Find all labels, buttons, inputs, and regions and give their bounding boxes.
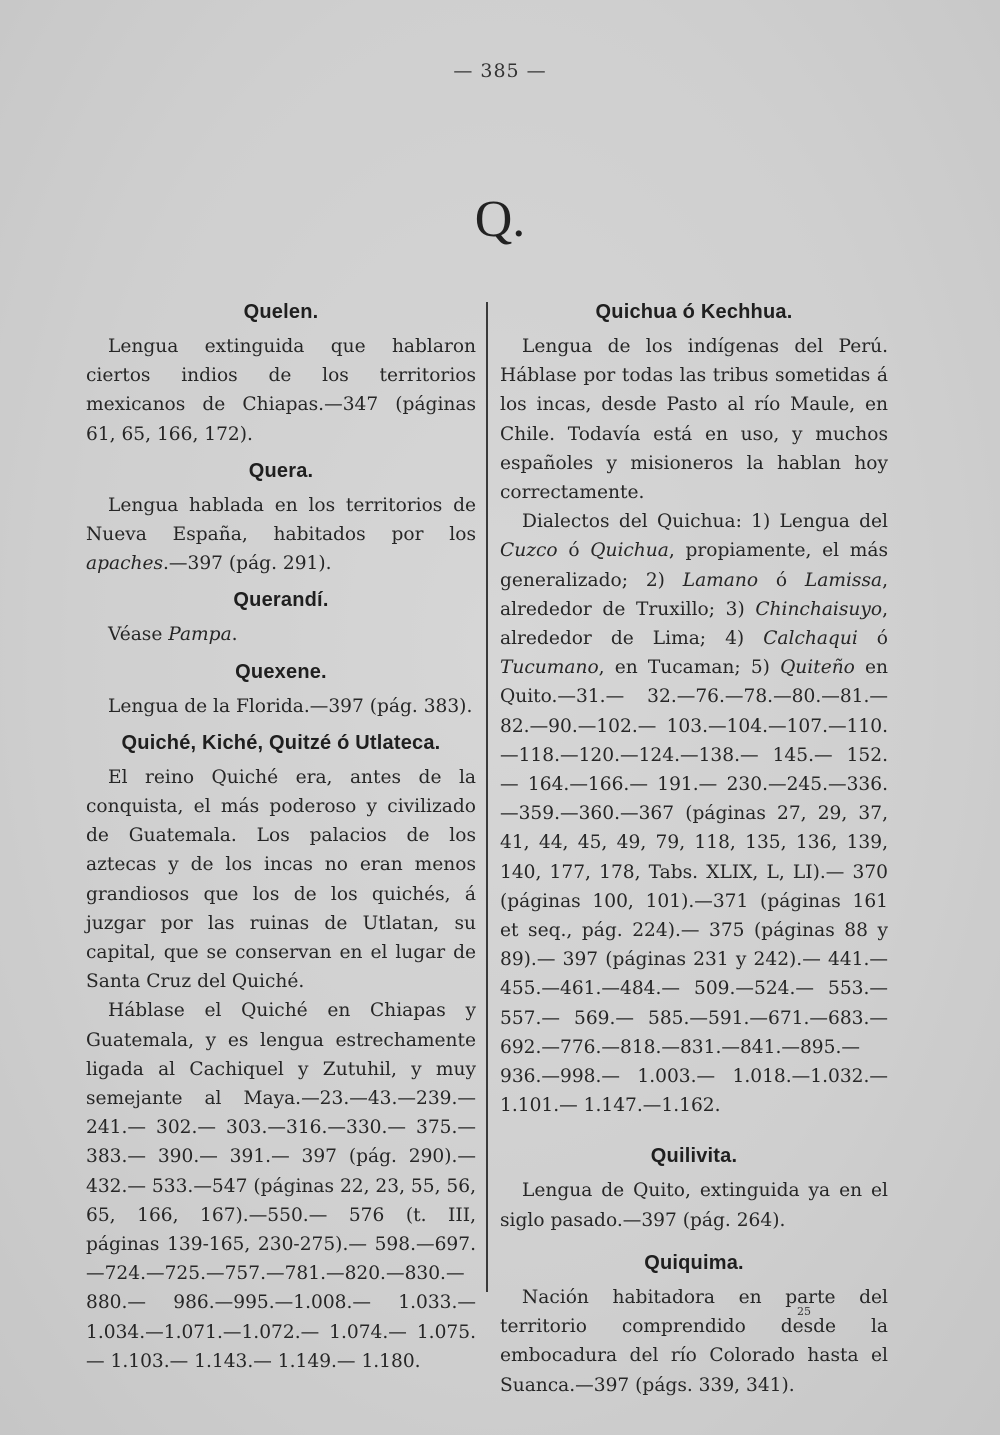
italic-term: Pampa: [168, 624, 232, 646]
italic-term: Cuzco: [500, 540, 558, 562]
italic-term: Chinchaisuyo: [755, 598, 883, 620]
entry-title: Quelen.: [243, 301, 319, 323]
entry-text: El reino Quiché era, antes de la conquista, el más poderoso y civilizado de Guatemala. Los palacios de los aztecas y de los incas no eran menos grandiosos que los de los quichés, á juzgar por las ruinas de Utlatan, su capital, que se conservan en el lugar de Santa Cruz del Quiché.: [86, 766, 476, 993]
entry-title: Querandí.: [233, 589, 329, 612]
page-number: — 385 —: [453, 60, 547, 82]
section-letter: Q.: [474, 191, 526, 248]
entry-quexene: [86, 658, 476, 721]
entry-text: Lengua de Quito, extinguida ya en el siglo pasado.—397 (pág. 264).: [500, 1180, 888, 1231]
italic-term: Lamissa: [804, 569, 883, 591]
entry-title: Quichua ó Kechhua.: [595, 301, 793, 323]
entry-querandi: [86, 586, 476, 649]
entry-quiche: [86, 729, 476, 1376]
entry-quiquima: [500, 1249, 888, 1400]
italic-term: Quiteño: [780, 657, 855, 679]
italic-term: Tucumano: [500, 657, 599, 679]
entry-quera: [86, 457, 476, 579]
entry-text: Lengua de la Florida.—397 (pág. 383).: [108, 695, 473, 717]
entry-text: Lengua de los indígenas del Perú. Háblase por todas las tribus sometidas á los incas, desde Pasto al río Maule, en Chile. Todavía está en uso, y muchos españoles y misioneros la hablan hoy correctamente.: [500, 336, 888, 504]
signature-mark: 25: [797, 1305, 811, 1318]
italic-term: Lamano: [682, 569, 759, 591]
entry-title: Quilivita.: [650, 1145, 738, 1168]
column-divider: [486, 302, 488, 1292]
entry-text: Véase Pampa.: [108, 624, 238, 646]
entry-text: Háblase el Quiché en Chiapas y Guatemala, y es lengua estrechamente ligada al Cachiquel y Zutuhil, y muy semejante al Maya.—23.—43.—239.—241.— 302.— 303.—316.—330.— 375.— 383.— 390.— 391.— 397 (pág. 290).—432.— 533.—547 (páginas 22, 23, 55, 56, 65, 166, 167).—550.— 576 (t. III, páginas 139-165, 230-275).— 598.—697.—724.—725.—757.—781.—820.—830.—880.— 986.—995.—1.008.— 1.033.—1.034.—1.071.—1.072.— 1.074.— 1.075.— 1.103.— 1.143.— 1.149.— 1.180.: [86, 1000, 476, 1372]
entry-quichua: [500, 298, 888, 1120]
entry-text: Lengua extinguida que hablaron ciertos indios de los territorios mexicanos de Chiapas.—347 (páginas 61, 65, 166, 172).: [86, 336, 476, 445]
entry-quilivita: [500, 1142, 888, 1234]
entry-text: Nación habitadora en parte del territorio comprendido desde la embocadura del río Colorado hasta el Suanca.—397 (págs. 339, 341).: [500, 1286, 888, 1396]
italic-term: Quichua: [590, 540, 669, 562]
entry-quelen: [86, 298, 476, 449]
entry-title: Quexene.: [235, 660, 327, 683]
entry-text: Lengua hablada en los territorios de Nueva España, habitados por los apaches.—397 (pág. 291).: [86, 494, 476, 575]
entry-title: Quera.: [248, 459, 314, 482]
entry-text: Dialectos del Quichua: 1) Lengua del Cuzco ó Quichua, propiamente, el más generalizado; 2) Lamano ó Lamissa, alrededor de Truxillo; 3) Chinchaisuyo, alrededor de Lima; 4) Calchaqui ó Tucumano, en Tucaman; 5) Quiteño en Quito.—31.— 32.—76.—78.—80.—81.—82.—90.—102.— 103.—104.—107.—110.—118.—120.—124.—138.— 145.— 152.— 164.—166.— 191.— 230.—245.—336.—359.—360.—367 (páginas 27, 29, 37, 41, 44, 45, 49, 79, 118, 135, 136, 139, 140, 177, 178, Tabs. XLIX, L, LI).— 370 (páginas 100, 101).—371 (páginas 161 et seq., pág. 224).— 375 (páginas 88 y 89).— 397 (páginas 231 y 242).— 441.—455.—461.—484.— 509.—524.— 553.— 557.— 569.— 585.—591.—671.—683.— 692.—776.—818.—831.—841.—895.—936.—998.— 1.003.— 1.018.—1.032.—1.101.— 1.147.—1.162.: [500, 511, 889, 1117]
left-column: [86, 298, 476, 1376]
italic-term: Calchaqui: [763, 628, 858, 650]
entry-title: Quiché, Kiché, Quitzé ó Utlateca.: [121, 731, 441, 754]
entry-title: Quiquima.: [644, 1251, 744, 1274]
right-column: [500, 298, 888, 1400]
italic-term: apaches: [86, 553, 164, 575]
